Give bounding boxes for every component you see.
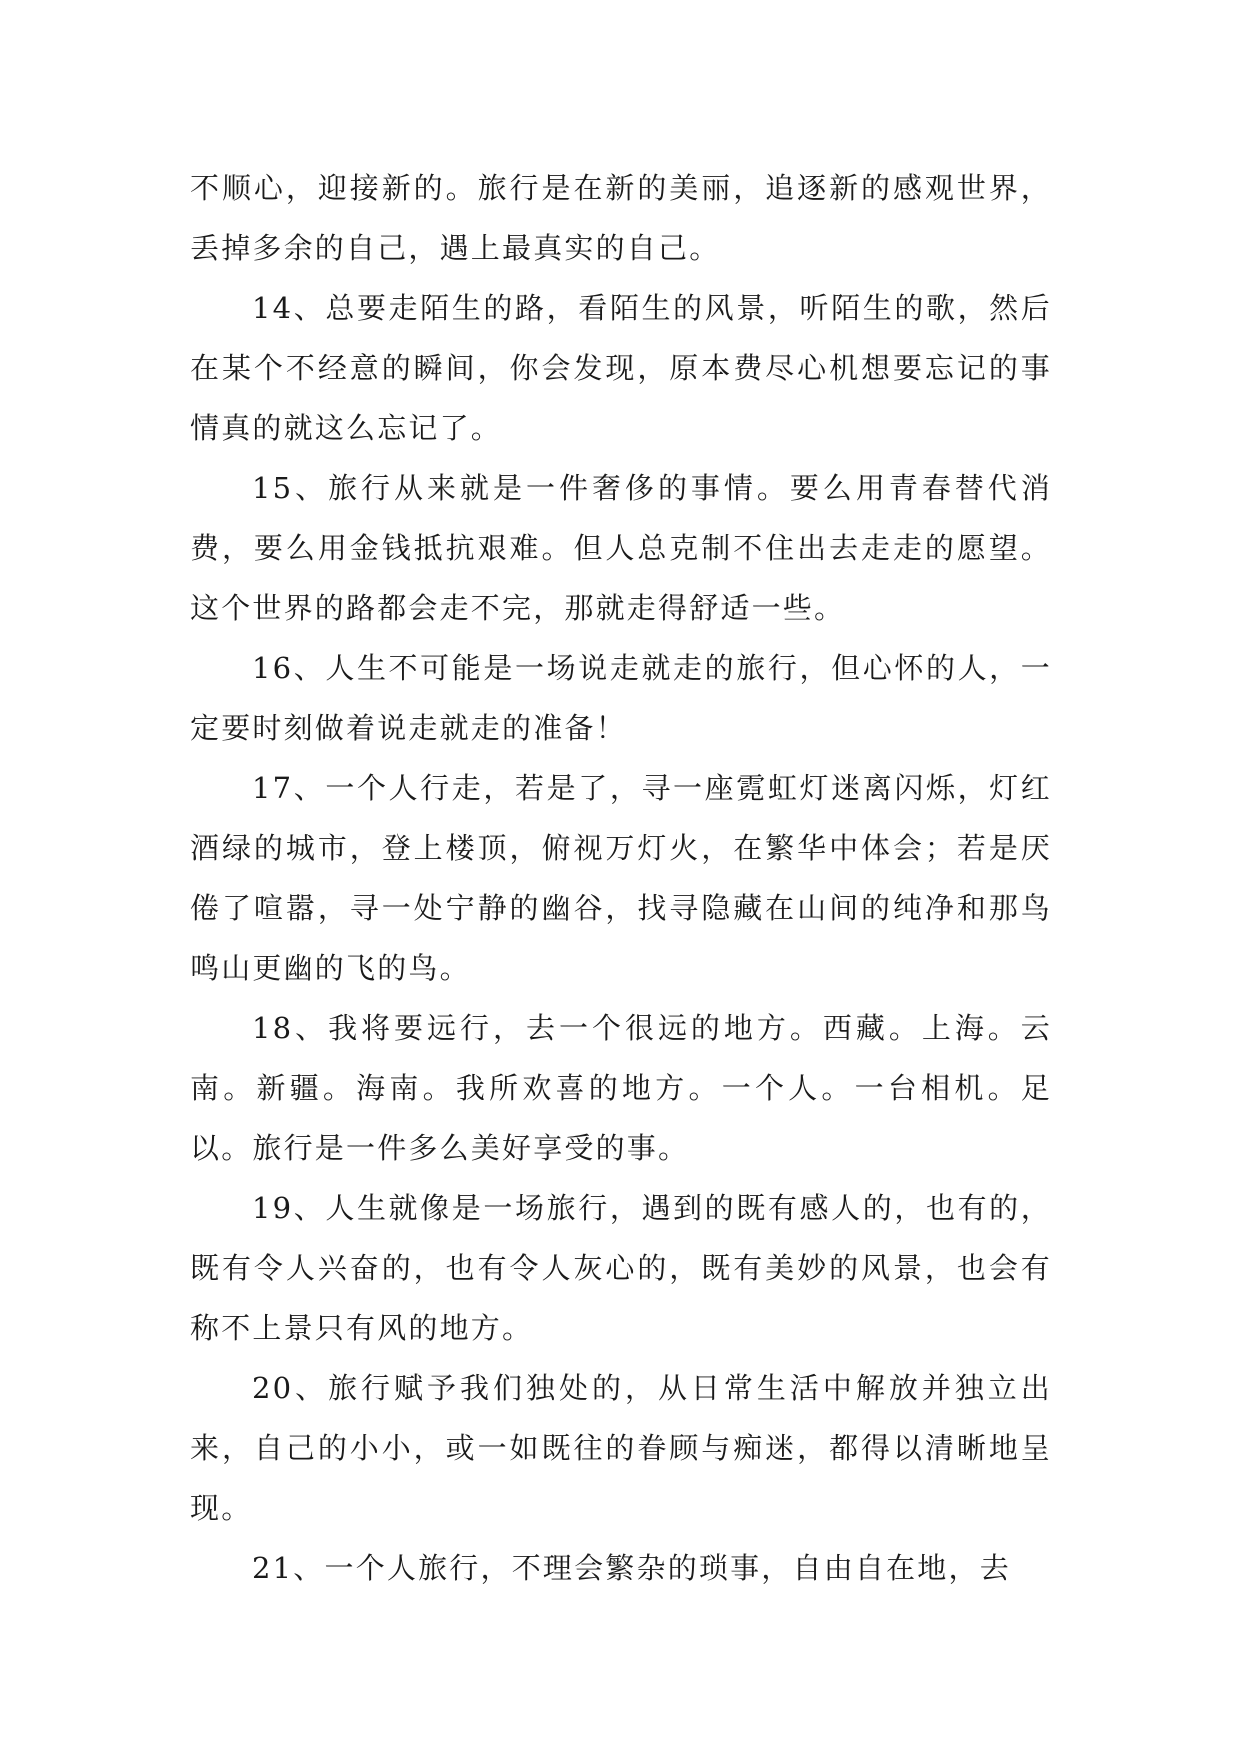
paragraph-item-20: 20、旅行赋予我们独处的，从日常生活中解放并独立出来，自己的小小，或一如既往的眷顾与痴迷，都得以清晰地呈现。	[190, 1371, 1052, 1525]
paragraph-item-15: 15、旅行从来就是一件奢侈的事情。要么用青春替代消费，要么用金钱抵抗艰难。但人总克制不住出去走走的愿望。这个世界的路都会走不完，那就走得舒适一些。	[190, 471, 1052, 625]
paragraph-item-16: 16、人生不可能是一场说走就走的旅行，但心怀的人，一定要时刻做着说走就走的准备！	[190, 651, 1052, 745]
paragraph-item-21: 21、一个人旅行，不理会繁杂的琐事，自由自在地，去	[252, 1551, 1011, 1585]
paragraph-continuation: 不顺心，迎接新的。旅行是在新的美丽，追逐新的感观世界，丢掉多余的自己，遇上最真实的自己。	[190, 171, 1052, 265]
document-body	[190, 158, 1052, 1598]
paragraph-item-14: 14、总要走陌生的路，看陌生的风景，听陌生的歌，然后在某个不经意的瞬间，你会发现，原本费尽心机想要忘记的事情真的就这么忘记了。	[190, 291, 1052, 445]
paragraph-item-17: 17、一个人行走，若是了，寻一座霓虹灯迷离闪烁，灯红酒绿的城市，登上楼顶，俯视万灯火，在繁华中体会；若是厌倦了喧嚣，寻一处宁静的幽谷，找寻隐藏在山间的纯净和那鸟鸣山更幽的飞的鸟。	[190, 771, 1052, 985]
paragraph-item-19: 19、人生就像是一场旅行，遇到的既有感人的，也有的，既有令人兴奋的，也有令人灰心的，既有美妙的风景，也会有称不上景只有风的地方。	[190, 1191, 1052, 1345]
paragraph-item-18: 18、我将要远行，去一个很远的地方。西藏。上海。云南。新疆。海南。我所欢喜的地方。一个人。一台相机。足以。旅行是一件多么美好享受的事。	[190, 1011, 1052, 1165]
